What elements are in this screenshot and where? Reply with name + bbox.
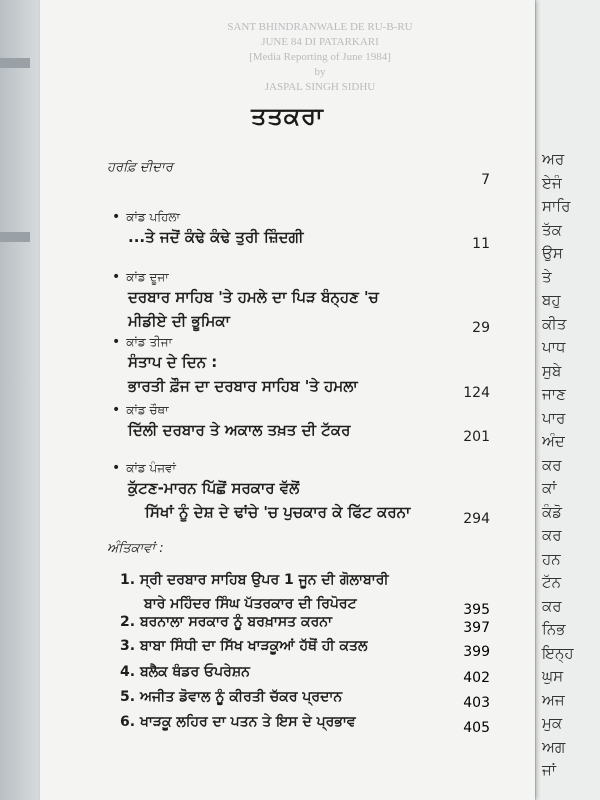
- appendix-title: ਬਲੈਕ ਥੰਡਰ ਓਪਰੇਸ਼ਨ: [139, 664, 250, 680]
- chapter-label: [112, 266, 169, 285]
- bleed-line: JASPAL SINGH SIDHU: [264, 81, 376, 93]
- chapter-title-line: ਦਿੱਲੀ ਦਰਬਾਰ ਤੇ ਅਕਾਲ ਤਖ਼ਤ ਦੀ ਟੱਕਰ: [128, 421, 351, 439]
- facing-page-line: ਅਰ: [542, 150, 565, 168]
- bullet: •: [112, 209, 121, 225]
- facing-page-line: ਅੰਦ: [542, 432, 565, 450]
- appendix-number: 1.: [120, 572, 140, 588]
- appendix-item-line: [144, 596, 357, 612]
- facing-page-line: ਏਜੰ: [542, 173, 562, 192]
- facing-page-line: ਜਾਂ: [542, 761, 557, 779]
- chapter-page-number: 29: [472, 320, 490, 336]
- facing-page-line: ਪਾਰ: [542, 408, 566, 427]
- preface-label: ਹਰਫ਼ਿ ਦੀਦਾਰ: [107, 160, 173, 175]
- chapter-title-line: ਦਰਬਾਰ ਸਾਹਿਬ 'ਤੇ ਹਮਲੇ ਦਾ ਪਿੜ ਬੰਨ੍ਹਣ 'ਚ: [128, 288, 379, 306]
- chapter-number: ਕਾਂਡ ਚੌਥਾ: [126, 403, 169, 417]
- facing-page-line: ਬਹੁ: [542, 291, 561, 309]
- facing-page-line: ਮੁਕ: [542, 714, 563, 732]
- chapter-page-number: 294: [463, 511, 490, 527]
- chapter-title-line: ਮੀਡੀਏ ਦੀ ਭੂਮਿਕਾ: [128, 312, 230, 330]
- facing-page-line: ਸਾਰਿ: [542, 197, 571, 215]
- contents-page: [40, 0, 535, 800]
- facing-page-line: ਹਨ: [542, 549, 561, 568]
- appendix-title: ਬਾਬਾ ਸਿੰਧੀ ਦਾ ਸਿੱਖ ਖਾੜਕੂਆਂ ਹੱਥੋਂ ਹੀ ਕਤਲ: [139, 638, 368, 654]
- chapter-number: ਕਾਂਡ ਪੰਜਵਾਂ: [126, 461, 176, 475]
- facing-page-line: ਨਿਭ: [542, 620, 566, 638]
- bleed-line: [Media Reporting of June 1984]: [249, 51, 391, 63]
- chapter-page-number: 124: [463, 385, 490, 401]
- chapter-page-number: 201: [463, 429, 490, 445]
- appendix-item-line: [120, 689, 342, 705]
- appendix-heading: ਅੰਤਿਕਾਵਾਂ :: [107, 541, 164, 556]
- facing-page-line: ਕੰਡੋ: [542, 502, 562, 521]
- appendix-title: ਸ੍ਰੀ ਦਰਬਾਰ ਸਾਹਿਬ ਉਪਰ 1 ਜੂਨ ਦੀ ਗੋਲਾਬਾਰੀ: [139, 572, 389, 588]
- facing-page-line: ਅਜ: [542, 690, 565, 709]
- facing-page-line: ਕਰ: [542, 455, 562, 474]
- chapter-title-line: ਸੰਤਾਪ ਦੇ ਦਿਨ :: [128, 353, 218, 371]
- appendix-page-number: 402: [463, 670, 490, 686]
- appendix-item-line: [120, 572, 389, 588]
- appendix-page-number: 399: [463, 644, 490, 660]
- chapter-number: ਕਾਂਡ ਤੀਜਾ: [126, 335, 173, 349]
- facing-page-line: ਕਰ: [542, 526, 562, 544]
- chapter-title-line: ...ਤੇ ਜਦੋਂ ਕੰਢੇ ਕੰਢੇ ਤੁਰੀ ਜ਼ਿੰਦਗੀ: [128, 228, 304, 246]
- appendix-number: 6.: [120, 714, 140, 730]
- bullet: •: [112, 269, 121, 285]
- facing-page-line: ਅਗ: [542, 737, 566, 756]
- appendix-number: 2.: [120, 614, 140, 630]
- chapter-number: ਕਾਂਡ ਦੂਜਾ: [126, 270, 169, 284]
- facing-page-line: ਸੁਬੇ: [542, 361, 562, 380]
- bleed-line: SANT BHINDRANWALE DE RU-B-RU: [227, 21, 413, 33]
- appendix-page-number: 403: [463, 695, 490, 711]
- appendix-page-number: 397: [463, 620, 490, 636]
- appendix-item-line: [120, 714, 356, 730]
- chapter-label: [112, 457, 176, 476]
- bleed-line: by: [314, 66, 326, 78]
- bleed-through-text: [170, 20, 470, 95]
- facing-page-line: ਕੀਤ: [542, 314, 567, 333]
- facing-page-line: ਕਾਂ: [542, 479, 557, 497]
- appendix-page-number: 405: [463, 720, 490, 736]
- page-title: ਤਤਕਰਾ: [251, 102, 324, 130]
- chapter-title-line: ਭਾਰਤੀ ਫ਼ੌਜ ਦਾ ਦਰਬਾਰ ਸਾਹਿਬ 'ਤੇ ਹਮਲਾ: [128, 377, 358, 395]
- bleed-line: JUNE 84 DI PATARKARI: [261, 36, 379, 48]
- appendix-item-line: [120, 664, 250, 680]
- appendix-page-number: 395: [463, 602, 490, 618]
- chapter-label: [112, 206, 180, 225]
- appendix-title: ਬਰਨਾਲਾ ਸਰਕਾਰ ਨੂੰ ਬਰਖ਼ਾਸਤ ਕਰਨਾ: [139, 614, 332, 630]
- facing-page-line: ਕਰ: [542, 596, 562, 615]
- bullet: •: [112, 334, 121, 350]
- chapter-title-line: ਸਿੱਖਾਂ ਨੂੰ ਦੇਸ਼ ਦੇ ਢਾਂਚੇ 'ਚ ਪੁਚਕਾਰ ਕੇ ਫਿੱਟ ਕਰਨਾ: [145, 503, 411, 521]
- bullet: •: [112, 402, 121, 418]
- left-page-edge: [0, 0, 40, 800]
- preface-page-number: 7: [481, 172, 490, 188]
- chapter-title-line: ਕੁੱਟਣ-ਮਾਰਨ ਪਿੱਛੋਂ ਸਰਕਾਰ ਵੱਲੋਂ: [128, 479, 300, 497]
- facing-page-line: ਘੁਸ: [542, 667, 564, 685]
- chapter-page-number: 11: [472, 236, 490, 252]
- facing-page-line: ਤੇ: [542, 267, 552, 286]
- preface-entry: [107, 160, 173, 175]
- facing-page: [536, 0, 600, 800]
- bullet: •: [112, 460, 121, 476]
- appendix-number: 5.: [120, 689, 140, 705]
- facing-page-line: ਇਨ੍ਹ: [542, 643, 574, 662]
- chapter-number: ਕਾਂਡ ਪਹਿਲਾ: [126, 210, 180, 224]
- appendix-number: 3.: [120, 638, 140, 654]
- facing-page-line: ਟੱਨ: [542, 573, 561, 591]
- chapter-label: [112, 399, 169, 418]
- facing-page-line: ਤੱਕ: [542, 220, 562, 239]
- facing-page-line: ਪਾਧ: [542, 338, 566, 356]
- appendix-number: 4.: [120, 664, 140, 680]
- appendix-title: ਬਾਰੇ ਮਹਿੰਦਰ ਸਿੰਘ ਪੱਤਰਕਾਰ ਦੀ ਰਿਪੋਰਟ: [144, 596, 357, 612]
- appendix-title: ਅਜੀਤ ਡੋਵਾਲ ਨੂੰ ਕੀਰਤੀ ਚੱਕਰ ਪ੍ਰਦਾਨ: [139, 689, 343, 705]
- facing-page-line: ਉਸ: [542, 244, 563, 262]
- facing-page-line: ਜਾਣ: [542, 385, 566, 403]
- appendix-item-line: [120, 614, 332, 630]
- chapter-label: [112, 331, 172, 350]
- appendix-title: ਖਾੜਕੂ ਲਹਿਰ ਦਾ ਪਤਨ ਤੇ ਇਸ ਦੇ ਪ੍ਰਭਾਵ: [139, 714, 356, 730]
- appendix-item-line: [120, 638, 367, 654]
